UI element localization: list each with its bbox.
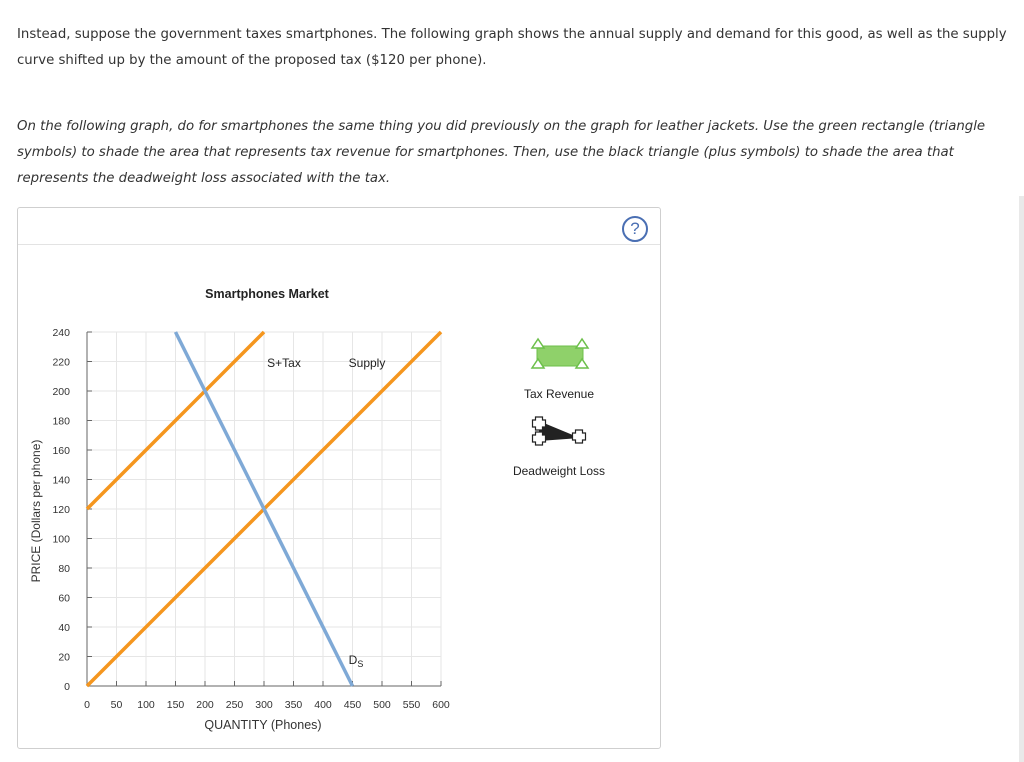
tax-revenue-tool[interactable] — [532, 339, 588, 368]
smartphones-market-chart — [18, 208, 660, 748]
s-tax-curve-label: S+Tax — [267, 356, 301, 370]
deadweight-loss-tool[interactable] — [533, 417, 586, 445]
supply-curve-label: Supply — [348, 356, 386, 370]
x-tick-label: 600 — [432, 699, 450, 711]
y-tick-label: 20 — [58, 651, 70, 664]
y-tick-label: 40 — [58, 622, 70, 634]
y-tick-label: 80 — [58, 563, 70, 575]
green-rectangle-icon — [537, 346, 583, 366]
chart-title: Smartphones Market — [205, 287, 329, 301]
ds-curve-label: $D_S$ — [348, 653, 364, 669]
x-axis-label: QUANTITY (Phones) — [204, 718, 322, 732]
y-tick-label: 120 — [52, 504, 70, 516]
instructions-text: On the following graph, do for smartphones the same thing you did previously on the graph for leather jackets. Use the green rectangle (triangle symbols) to shade the area that represents tax revenue for smartphones. Then, use the black triangle (plus symbols) to shade the area that represents the deadweight loss associated with the tax. — [17, 119, 986, 186]
triangle-handle-icon — [576, 339, 588, 348]
y-axis-label: PRICE (Dollars per phone) — [29, 439, 43, 583]
y-tick-label: 0 — [64, 681, 70, 693]
y-tick-label: 60 — [58, 592, 70, 605]
x-tick-label: 550 — [402, 699, 421, 711]
x-tick-label: 50 — [110, 699, 123, 711]
scrollbar[interactable] — [1019, 196, 1024, 762]
deadweight-loss-tool-label: Deadweight Loss — [512, 464, 606, 478]
x-tick-label: 150 — [166, 699, 185, 711]
x-tick-label: 500 — [373, 699, 391, 711]
y-tick-label: 200 — [52, 386, 70, 398]
y-tick-label: 160 — [52, 445, 70, 457]
x-tick-label: 200 — [196, 699, 214, 711]
x-tick-label: 450 — [343, 699, 362, 711]
y-tick-label: 220 — [52, 356, 70, 369]
x-tick-label: 250 — [225, 699, 244, 711]
x-tick-label: 350 — [284, 699, 303, 711]
y-tick-label: 240 — [52, 327, 70, 339]
triangle-handle-icon — [532, 339, 544, 348]
intro-text: Instead, suppose the government taxes smartphones. The following graph shows the annual supply and demand for this good, as well as the supply curve shifted up by the amount of the proposed tax ($120 per phone). — [17, 27, 1007, 68]
y-tick-label: 100 — [52, 533, 70, 546]
x-tick-label: 400 — [314, 699, 332, 711]
x-tick-label: 100 — [137, 699, 155, 711]
y-tick-label: 140 — [52, 474, 70, 487]
x-tick-label: 300 — [255, 699, 273, 711]
help-button[interactable]: ? — [622, 216, 648, 242]
graph-panel — [17, 207, 661, 749]
plus-handle-icon — [573, 430, 586, 443]
y-tick-label: 180 — [52, 415, 70, 428]
x-tick-label: 0 — [84, 699, 90, 711]
tax-revenue-tool-label: Tax Revenue — [523, 387, 595, 401]
